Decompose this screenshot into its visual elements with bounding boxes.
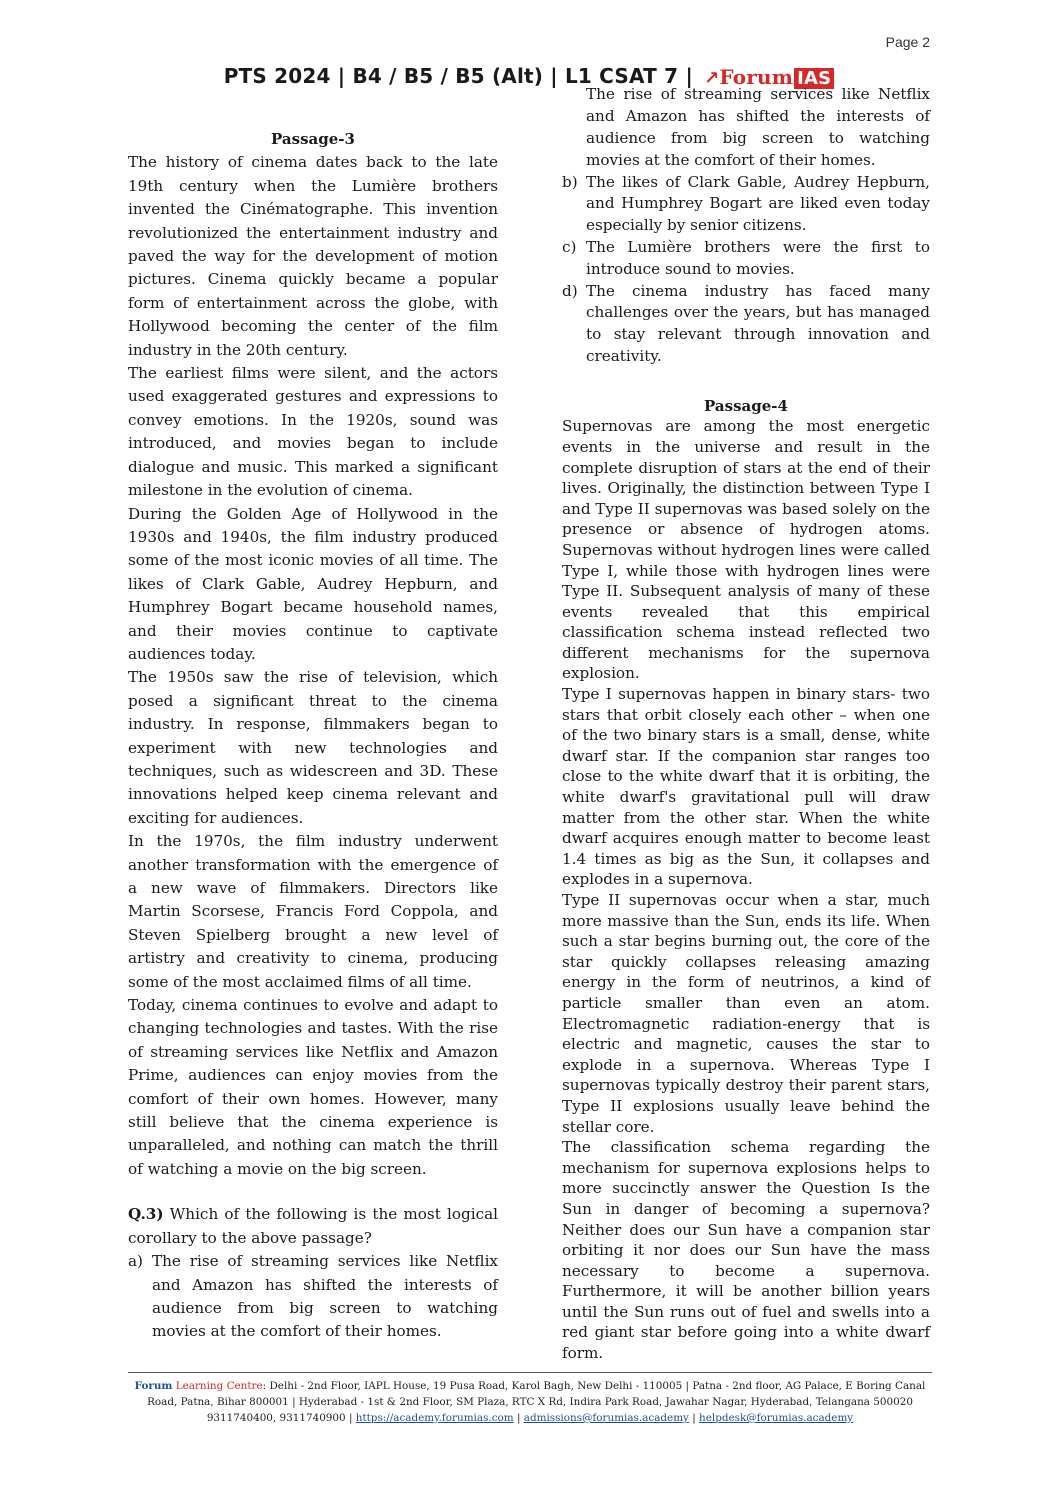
passage-3-paragraph: The history of cinema dates back to the late 19th century when the Lumière brothers invented the Cinématographe. This invention revolutionized the entertainment industry and paved the way for the development of motion pictures. Cinema quickly became a popular form of entertainment across the globe, with Hollywood becoming the center of the film industry in the 20th century. (128, 153, 498, 359)
footer-address-line-2: Road, Patna, Bihar 800001 | Hyderabad - 1st & 2nd Floor, SM Plaza, RTC X Rd, Indira Park Road, Jawahar Nagar, Hyderabad, Telangana 500020 (147, 1396, 913, 1408)
question-3-option-a[interactable] (128, 1250, 498, 1341)
passage-3-paragraph: Today, cinema continues to evolve and adapt to changing technologies and tastes. With the rise of streaming services like Netflix and Amazon Prime, audiences can enjoy movies from the comfort of their own homes. However, many still believe that the cinema experience is unparalleled, and nothing can match the thrill of watching a movie on the big screen. (128, 996, 498, 1178)
passage-3-paragraph: The earliest films were silent, and the actors used exaggerated gestures and expressions to convey emotions. In the 1920s, sound was introduced, and movies began to include dialogue and music. This marked a significant milestone in the evolution of cinema. (128, 364, 498, 500)
page-footer (128, 1378, 932, 1426)
option-label: a) (128, 1252, 143, 1271)
option-label-spacer (562, 128, 586, 172)
question-3-option-c[interactable] (562, 237, 930, 281)
passage-4-paragraph: The classification schema regarding the mechanism for supernova explosions helps to more succinctly answer the Question Is the Sun in danger of becoming a supernova? Neither does our Sun have a companion star orbiting it nor does our Sun have the mass necessary to become a supernova. Furthermore, it will be another billion years until the Sun runs out of fuel and swells into a red giant star before going into a white dwarf form. (562, 1138, 930, 1363)
passage-4-paragraph: Supernovas are among the most energetic events in the universe and result in the complete disruption of stars at the end of their lives. Originally, the distinction between Type I and Type II supernovas was based solely on the presence or absence of hydrogen atoms. Supernovas without hydrogen lines were called Type I, while those with hydrogen lines were Type II. Subsequent analysis of many of these events revealed that this empirical classification schema instead reflected two different mechanisms for the supernova explosion. (562, 417, 930, 683)
question-3-text: Which of the following is the most logical corollary to the above passage? (128, 1205, 498, 1247)
passage-3-title: Passage-3 (271, 130, 355, 148)
passage-3-paragraph: During the Golden Age of Hollywood in the 1930s and 1940s, the film industry produced some of the most iconic movies of all time. The likes of Clark Gable, Audrey Hepburn, and Humphrey Bogart became household names, and their movies continue to captivate audiences today. (128, 504, 498, 663)
footer-link-admissions[interactable]: admissions@forumias.academy (523, 1412, 689, 1424)
footer-address-text: : Delhi - 2nd Floor, IAPL House, 19 Pusa Road, Karol Bagh, New Delhi - 110005 | Patna - 2nd floor, AG Palace, E Boring Canal (262, 1380, 926, 1392)
arrow-up-right-icon: ↗ (704, 68, 720, 89)
footer-divider (128, 1372, 932, 1373)
footer-separator: | (513, 1412, 524, 1424)
option-label: c) (562, 237, 577, 256)
footer-contact-line (128, 1410, 932, 1426)
right-column (562, 85, 930, 1364)
page-number: Page 2 (885, 34, 930, 50)
passage-4-title: Passage-4 (704, 396, 788, 415)
option-label: b) (562, 172, 578, 191)
question-3-option-a-continued (562, 85, 930, 172)
logo-forum-text: Forum (719, 65, 794, 89)
option-text: The rise of streaming services like Netflix and Amazon has shifted the interests of audience from big screen to watching movies at the comfort of their homes. (152, 1252, 498, 1341)
logo-ias-box: IAS (794, 68, 834, 89)
passage-3-paragraph: The 1950s saw the rise of television, which posed a significant threat to the cinema industry. In response, filmmakers began to experiment with new technologies and techniques, such as widescreen and 3D. These innovations helped keep cinema relevant and exciting for audiences. (128, 668, 498, 827)
passage-4-paragraph: Type I supernovas happen in binary stars- two stars that orbit closely each other – when one of the two binary stars is a small, dense, white dwarf star. If the companion star ranges too close to the white dwarf that it is orbiting, the white dwarf's gravitational pull will draw matter from the other star. When the white dwarf acquires enough matter to become least 1.4 times as big as the Sun, it collapses and explodes in a supernova. (562, 685, 930, 889)
passage-4-paragraph: Type II supernovas occur when a star, much more massive than the Sun, ends its life. When such a star begins burning out, the core of the star quickly collapses releasing amazing energy in the form of neutrinos, a kind of particle smaller than even an atom. Electromagnetic radiation-energy that is electric and magnetic, causes the star to explode in a supernova. Whereas Type I supernovas typically destroy their parent stars, Type II explosions usually leave behind the stellar core. (562, 891, 930, 1136)
question-3 (128, 1203, 498, 1250)
footer-brand-rest: Learning Centre (172, 1380, 263, 1392)
left-column (128, 128, 498, 1341)
passage-3-paragraph: In the 1970s, the film industry underwent another transformation with the emergence of a new wave of filmmakers. Directors like Martin Scorsese, Francis Ford Coppola, and Steven Spielberg brought a new level of artistry and creativity to cinema, producing some of the most acclaimed films of all time. (128, 832, 498, 991)
footer-separator: | (345, 1412, 356, 1424)
footer-address-line-1 (128, 1378, 932, 1394)
question-3-option-b[interactable] (562, 172, 930, 237)
option-text: The cinema industry has faced many challenges over the years, but has managed to stay relevant through innovation and creativity. (586, 281, 930, 365)
footer-separator: | (688, 1412, 700, 1424)
option-label: d) (562, 281, 578, 300)
footer-link-academy[interactable]: https://academy.forumias.com (355, 1412, 514, 1424)
question-3-number: Q.3) (128, 1205, 164, 1224)
footer-brand-forum: Forum (134, 1380, 173, 1392)
header-title: PTS 2024 | B4 / B5 / B5 (Alt) | L1 CSAT 7 | (223, 64, 693, 88)
footer-phones: 9311740400, 9311740900 (206, 1412, 346, 1424)
footer-link-helpdesk[interactable]: helpdesk@forumias.academy (699, 1412, 854, 1424)
option-a-overflow-text: The rise of streaming services like Netflix and Amazon has shifted the interests of audience from big screen to watching movies at the comfort of their homes. (586, 85, 930, 169)
option-text: The Lumière brothers were the first to introduce sound to movies. (586, 237, 930, 278)
question-3-option-d[interactable] (562, 281, 930, 368)
option-text: The likes of Clark Gable, Audrey Hepburn, and Humphrey Bogart are liked even today especially by senior citizens. (586, 172, 930, 235)
